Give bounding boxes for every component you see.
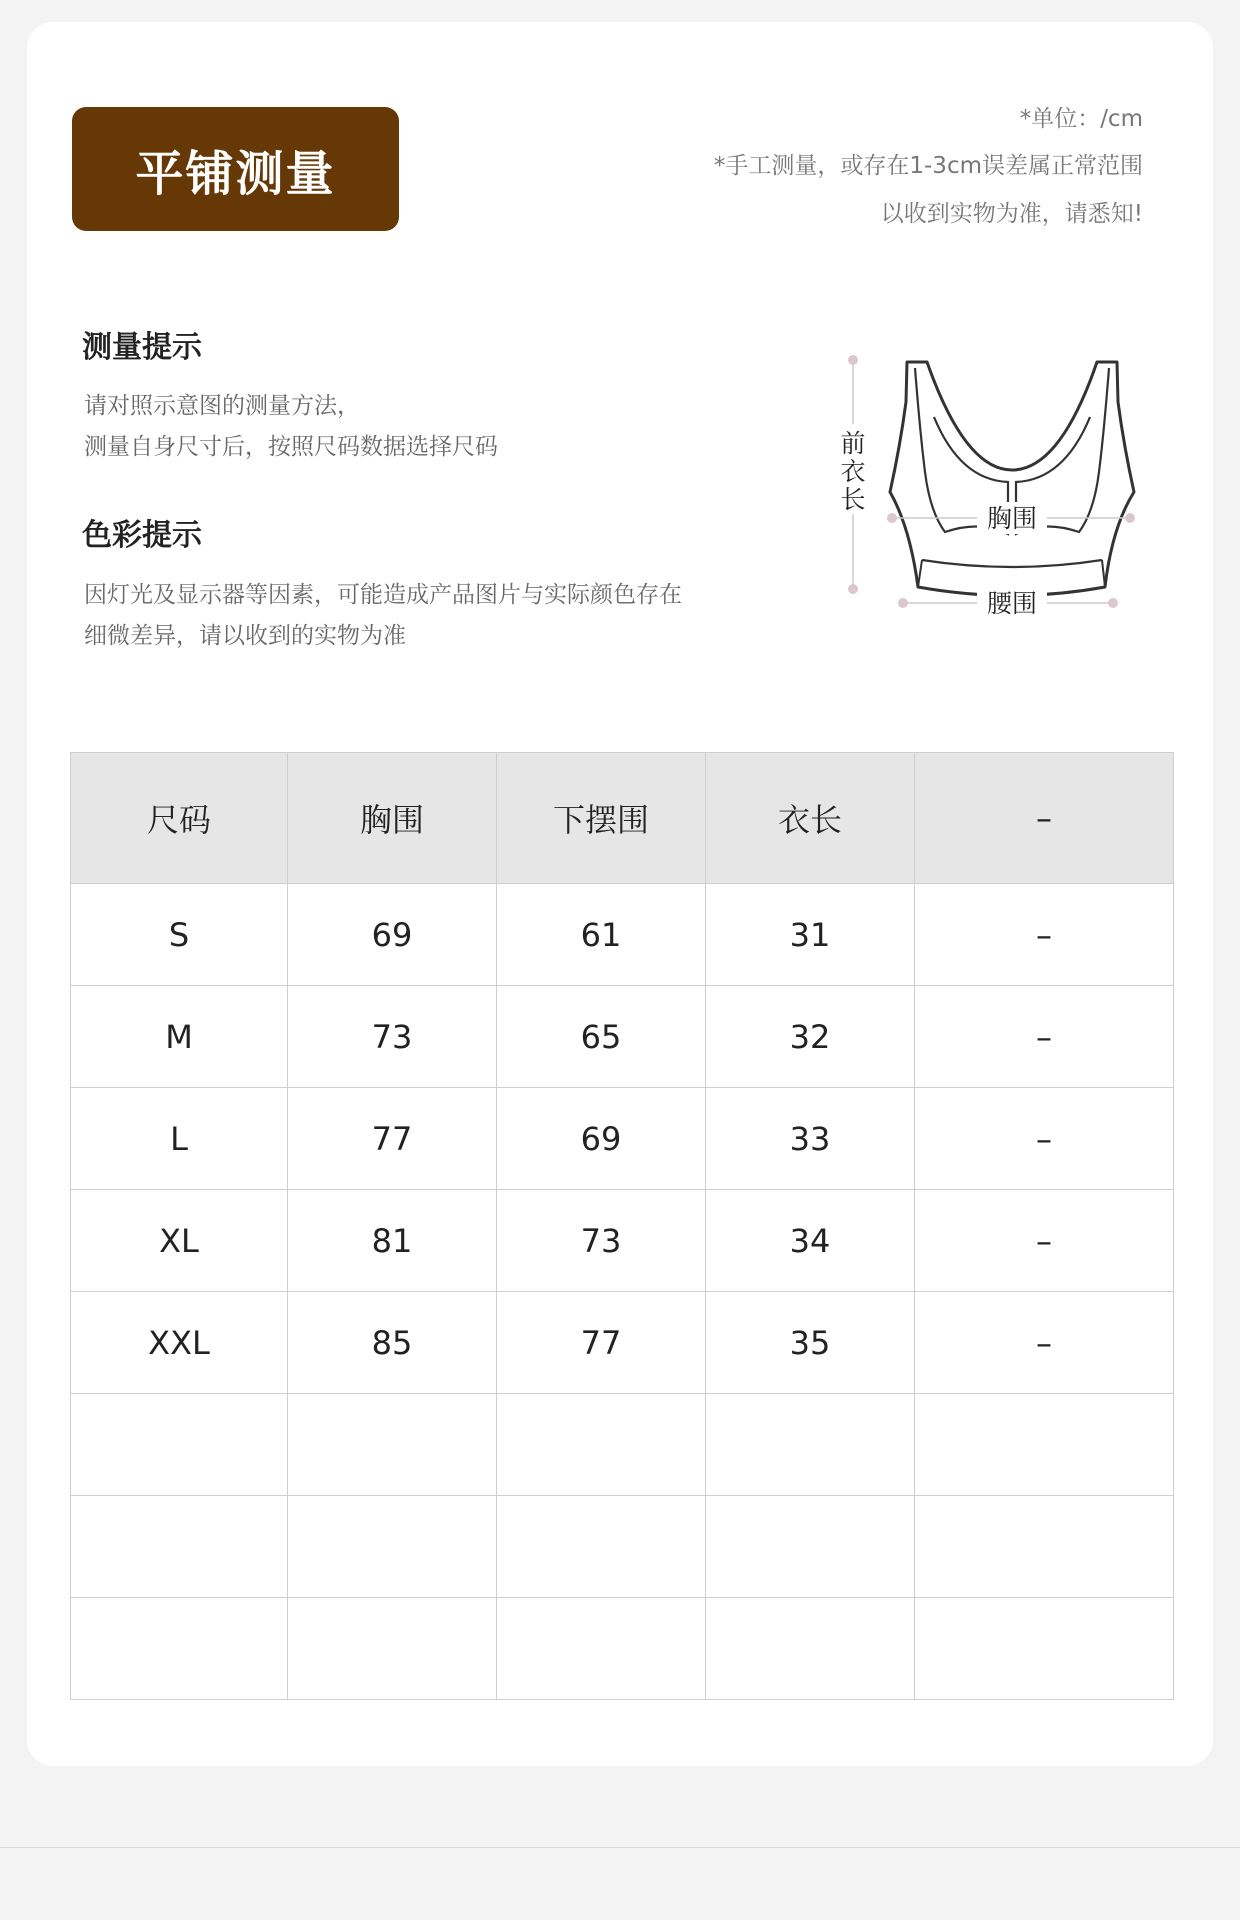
cell-empty [71,1598,288,1700]
cell-empty [706,1394,915,1496]
cell-hem: 65 [497,986,706,1088]
cell-hem: 69 [497,1088,706,1190]
chest-label: 胸围 [986,504,1038,533]
cell-hem: 61 [497,884,706,986]
table-row [71,1088,1174,1190]
error-note: *手工测量，或存在1-3cm误差属正常范围 [713,153,1143,179]
unit-note: *单位：/cm [1019,106,1143,132]
cell-empty [915,1496,1174,1598]
table-row-empty [71,1598,1174,1700]
bottom-divider [0,1847,1240,1848]
color-tip-line-1: 因灯光及显示器等因素，可能造成产品图片与实际颜色存在 [84,582,682,608]
header-hem: 下摆围 [497,753,706,884]
cell-size: XXL [71,1292,288,1394]
cell-length: 34 [706,1190,915,1292]
table-row [71,1292,1174,1394]
measurement-diagram [830,342,1140,632]
header-length: 衣长 [706,753,915,884]
cell-extra: – [915,1292,1174,1394]
color-tip-line-2: 细微差异，请以收到的实物为准 [84,623,406,649]
cell-empty [288,1394,497,1496]
cell-chest: 77 [288,1088,497,1190]
cell-empty [497,1496,706,1598]
length-label-1: 前 [840,429,866,458]
cell-empty [706,1496,915,1598]
cell-size: S [71,884,288,986]
cell-length: 31 [706,884,915,986]
header-extra: – [915,753,1174,884]
cell-empty [497,1598,706,1700]
title-badge: 平铺测量 [72,107,399,231]
cell-extra: – [915,1088,1174,1190]
table-header-row [71,753,1174,884]
cell-length: 32 [706,986,915,1088]
cell-size: XL [71,1190,288,1292]
cell-empty [71,1394,288,1496]
cell-empty [288,1598,497,1700]
table-row [71,1190,1174,1292]
cell-chest: 85 [288,1292,497,1394]
length-label-3: 长 [840,485,866,514]
measure-tip-line-1: 请对照示意图的测量方法， [84,393,360,419]
header-chest: 胸围 [288,753,497,884]
cell-empty [288,1496,497,1598]
cell-chest: 69 [288,884,497,986]
cell-size: L [71,1088,288,1190]
cell-extra: – [915,986,1174,1088]
table-row [71,884,1174,986]
cell-length: 35 [706,1292,915,1394]
cell-extra: – [915,1190,1174,1292]
length-label-2: 衣 [840,457,866,486]
actual-note: 以收到实物为准，请悉知! [880,201,1143,227]
cell-hem: 77 [497,1292,706,1394]
cell-chest: 73 [288,986,497,1088]
measure-tip-title: 测量提示 [82,330,202,365]
cell-empty [497,1394,706,1496]
measure-tip-line-2: 测量自身尺寸后，按照尺码数据选择尺码 [84,434,498,460]
table-row-empty [71,1394,1174,1496]
cell-size: M [71,986,288,1088]
cell-length: 33 [706,1088,915,1190]
color-tip-title: 色彩提示 [82,518,202,553]
cell-empty [71,1496,288,1598]
table-row [71,986,1174,1088]
waist-label: 腰围 [986,589,1038,618]
cell-chest: 81 [288,1190,497,1292]
size-table [70,752,1174,1700]
cell-empty [915,1394,1174,1496]
cell-empty [915,1598,1174,1700]
cell-extra: – [915,884,1174,986]
cell-empty [706,1598,915,1700]
cell-hem: 73 [497,1190,706,1292]
header-size: 尺码 [71,753,288,884]
table-row-empty [71,1496,1174,1598]
